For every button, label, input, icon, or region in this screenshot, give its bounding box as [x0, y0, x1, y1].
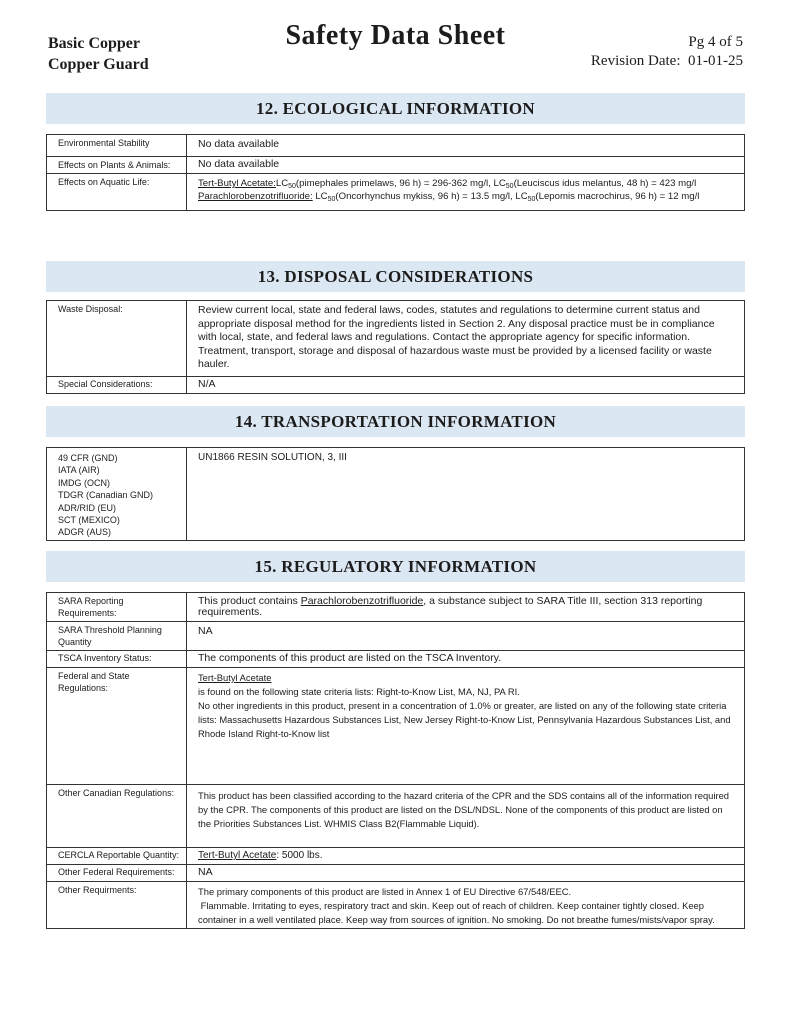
table-row — [47, 448, 745, 541]
product-name-line1: Basic Copper — [48, 35, 140, 52]
section-12-heading: 12. ECOLOGICAL INFORMATION — [46, 93, 745, 124]
page-number: Pg 4 of 5 — [688, 34, 743, 50]
disposal-table — [46, 300, 745, 394]
special-considerations-label: Special Considerations: — [47, 377, 187, 394]
transport-mode-labels: 49 CFR (GND) IATA (AIR) IMDG (OCN) TDGR (Canadian GND) ADR/RID (EU) SCT (MEXICO) ADGR (AUS) — [47, 448, 187, 541]
revision-date: Revision Date: 01-01-25 — [590, 53, 743, 69]
environmental-stability-value: No data available — [187, 135, 745, 157]
table-row — [47, 157, 745, 174]
table-row — [47, 174, 745, 211]
canadian-regulations-label: Other Canadian Regulations: — [47, 785, 187, 848]
other-federal-label: Other Federal Requirements: — [47, 865, 187, 882]
table-row — [47, 882, 745, 929]
table-row — [47, 848, 745, 865]
section-13-heading: 13. DISPOSAL CONSIDERATIONS — [46, 261, 745, 292]
waste-disposal-value: Review current local, state and federal laws, codes, statutes and regulations to determine current status and appropriate disposal method for the ingredients listed in Section 2. Any disposal practice must be in compliance with local, state, and federal laws and regulations. Contact the appropriate agency for specific information. Treatment, transport, storage and disposal of hazardous waste must be provided by a licensed facility or waste hauler. — [187, 301, 745, 377]
table-row — [47, 377, 745, 394]
federal-state-value: Tert-Butyl Acetate is found on the following state criteria lists: Right-to-Know List, MA, NJ, PA RI. No other ingredients in this product, present in a concentration of 1.0% or greater, are listed on any of the following state criteria lists: Massachusetts Hazardous Substances List, New Jersey Right-to-Know List, Pennsylvania Hazardous Substances List, and Rhode Island Right-to-Know list — [187, 668, 745, 785]
waste-disposal-label: Waste Disposal: — [47, 301, 187, 377]
canadian-regulations-value: This product has been classified according to the hazard criteria of the CPR and the SDS contains all of the information required by the CPR. The components of this product are listed on the DSL/NDSL. None of the components of this product are listed on the Priorities Substances List. WHMIS Class B2(Flammable Liquid). — [187, 785, 745, 848]
tsca-label: TSCA Inventory Status: — [47, 651, 187, 668]
plants-animals-value: No data available — [187, 157, 745, 174]
plants-animals-label: Effects on Plants & Animals: — [47, 157, 187, 174]
table-row — [47, 593, 745, 622]
other-requirements-value: The primary components of this product are listed in Annex 1 of EU Directive 67/548/EEC. Flammable. Irritating to eyes, respiratory tract and skin. Keep out of reach of children. Keep container tightly closed. Keep container in a well ventilated place. Keep way from sources of ignition. No smoking. Do not breathe fumes/mists/vapor spray. — [187, 882, 745, 929]
transportation-table — [46, 447, 745, 541]
product-name-line2: Copper Guard — [48, 56, 149, 73]
table-row — [47, 785, 745, 848]
table-row — [47, 622, 745, 651]
ecological-table — [46, 134, 745, 211]
table-row — [47, 135, 745, 157]
table-row — [47, 301, 745, 377]
cercla-label: CERCLA Reportable Quantity: — [47, 848, 187, 865]
table-row — [47, 865, 745, 882]
sara-reporting-value: This product contains Parachlorobenzotrifluoride, a substance subject to SARA Title III, section 313 reporting requirements. — [187, 593, 745, 622]
tsca-value: The components of this product are listed on the TSCA Inventory. — [187, 651, 745, 668]
aquatic-life-value — [187, 174, 745, 211]
environmental-stability-label: Environmental Stability — [47, 135, 187, 157]
other-federal-value: NA — [187, 865, 745, 882]
table-row — [47, 651, 745, 668]
aquatic-line-1: Tert-Butyl $Acetate:LC_{50}(pimephales$ primelaws, 96 h) = 296-362 mg/l, $LC_{50}(Leuciscus$ idus melantus, 48 h) = 423 mg/l — [198, 178, 697, 190]
special-considerations-value: N/A — [187, 377, 745, 394]
federal-state-label: Federal and State Regulations: — [47, 668, 187, 785]
section-15-heading: 15. REGULATORY INFORMATION — [46, 551, 745, 582]
other-requirements-label: Other Requirments: — [47, 882, 187, 929]
aquatic-life-label: Effects on Aquatic Life: — [47, 174, 187, 211]
regulatory-table — [46, 592, 745, 929]
cercla-value: Tert-Butyl Acetate: 5000 lbs. — [187, 848, 745, 865]
sara-reporting-label: SARA Reporting Requirements: — [47, 593, 187, 622]
sara-threshold-label: SARA Threshold Planning Quantity — [47, 622, 187, 651]
page-info — [591, 33, 743, 71]
document-title: Safety Data Sheet — [285, 20, 506, 51]
un-shipping-description: UN1866 RESIN SOLUTION, 3, III — [187, 448, 745, 541]
aquatic-line-2: Parachlorobenzotrifluoride: $LC_{50}(Oncorhynchus$ mykiss, 96 h) = 13.5 mg/l, $LC_{50}(Lepomis$ macrochirus, 96 h) = 12 mg/l — [198, 191, 700, 203]
table-row — [47, 668, 745, 785]
section-14-heading: 14. TRANSPORTATION INFORMATION — [46, 406, 745, 437]
sara-threshold-value: NA — [187, 622, 745, 651]
